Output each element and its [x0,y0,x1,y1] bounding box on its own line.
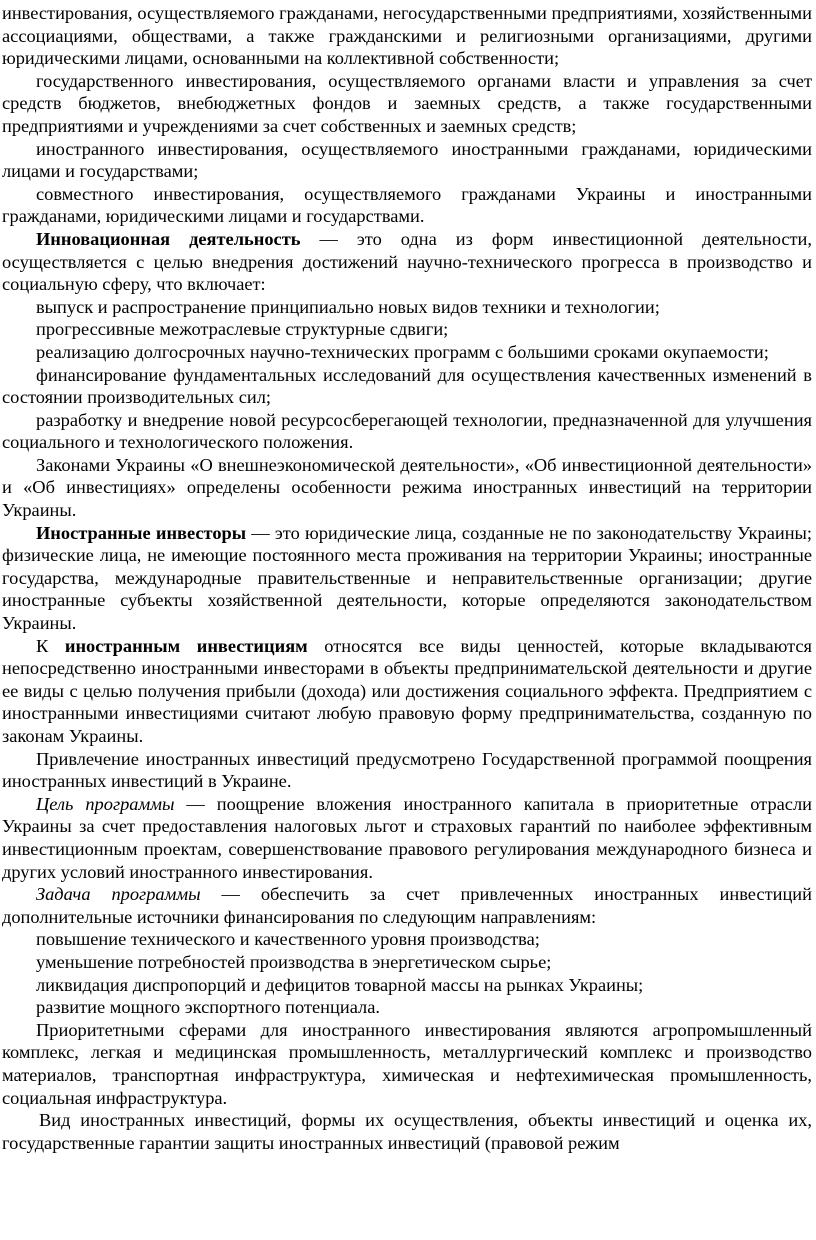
list-item-disproportions: ликвидация диспропорций и дефицитов товарной массы на рынках Украины; [36,974,644,995]
paragraph-state-program: Привлечение иностранных инвестиций предусмотрено Государственной программой поощрения иностранных инвестиций в Украине. [2,748,812,792]
text-program-task: — обеспечить за счет привлеченных иностранных инвестиций дополнительные источники финансирования по следующим направлениям: [2,884,812,927]
paragraph-foreign-investors [2,522,812,635]
term-program-task: Задача программы [36,884,201,905]
paragraph-foreign-investment: иностранного инвестирования, осуществляемого иностранными гражданами, юридическими лицами и государствами; [2,138,812,182]
paragraph-laws: Законами Украины «О внешнеэкономической деятельности», «Об инвестиционной деятельности» и «Об инвестициях» определены особенности режима иностранных инвестиций на территории Украины. [2,454,812,521]
paragraph-state-investment: государственного инвестирования, осуществляемого органами власти и управления за счет средств бюджетов, внебюджетных фондов и заемных средств, а также государственными предприятиями и учреждениями за счет собственных и заемных средств; [2,70,812,136]
paragraph-private-investment: инвестирования, осуществляемого гражданами, негосударственными предприятиями, хозяйственными ассоциациями, обществами, а также гражданскими и религиозными организациями, другими юридическими лицами, основанными на коллективной собственности; [2,3,812,69]
term-foreign-investors: Иностранные инвесторы [36,522,247,543]
term-foreign-investments: иностранным инвестициям [64,635,308,656]
list-item-technical-level: повышение технического и качественного уровня производства; [36,929,540,950]
list-item-export-potential: развитие мощного экспортного потенциала. [36,997,380,1018]
list-item-new-technology: выпуск и распространение принципиально новых видов техники и технологии; [36,296,660,317]
paragraph-innovation-activity [2,228,812,296]
paragraph-priority-sectors: Приоритетными сферами для иностранного инвестирования являются агропромышленный комплекс, легкая и медицинская промышленность, металлургический комплекс и производство материалов, транспортная инфраструктура, химическая и нефтехимическая промышленность, социальная инфраструктура. [2,1019,812,1108]
list-item-long-term-programs: реализацию долгосрочных научно-технических программ с большими сроками окупаемости; [36,341,769,362]
text-foreign-investments: относятся все виды ценностей, которые вкладываются непосредственно иностранными инвесторами в объекты предпринимательской деятельности и другие ее виды с целью получения прибыли (дохода) или достижения социального эффекта. Предприятием с иностранными инвестициями считают любую правовую форму предпринимательства, созданную по законам Украины. [2,635,812,746]
paragraph-investment-types: Вид иностранных инвестиций, формы их осуществления, объекты инвестиций и оценка их, государственные гарантии защиты иностранных инвестиций (правовой режим [2,1110,812,1153]
text-foreign-investors: — это юридические лица, созданные не по законодательству Украины; физические лица, не имеющие постоянного места проживания на территории Украины; иностранные государства, международные правительственные и неправительственные организации; другие иностранные субъекты хозяйственной деятельности, которые определяются законодательством Украины. [2,522,813,634]
list-item-energy-needs: уменьшение потребностей производства в энергетическом сырье; [36,951,552,972]
text-program-goal: — поощрение вложения иностранного капитала в приоритетные отрасли Украины за счет предоставления налоговых льгот и страховых гарантий по наиболее эффективным инвестиционным проектам, совершенствование правового регулирования международного бизнеса и других условий иностранного инвестирования. [2,793,812,882]
list-item-resource-saving: разработку и внедрение новой ресурсосберегающей технологии, предназначенной для улучшения социального и технологического положения. [2,409,812,453]
paragraph-foreign-investments [2,635,812,748]
term-innovation-activity: Инновационная деятельность [36,228,301,249]
list-item-structural-shifts: прогрессивные межотраслевые структурные сдвиги; [36,319,449,340]
term-program-goal: Цель программы [36,793,175,814]
paragraph-program-task [2,883,812,928]
text-innovation-activity: — это одна из форм инвестиционной деятельности, осуществляется с целью внедрения достижений научно-технического прогресса в производство и социальную сферу, что включает: [2,228,812,295]
paragraph-program-goal [2,793,812,883]
list-item-fundamental-research: финансирование фундаментальных исследований для осуществления качественных изменений в состоянии производительных сил; [2,364,812,408]
text-foreign-investments-pre: К [36,635,65,656]
paragraph-joint-investment: совместного инвестирования, осуществляемого гражданами Украины и иностранными гражданами, юридическими лицами и государствами. [2,183,812,227]
